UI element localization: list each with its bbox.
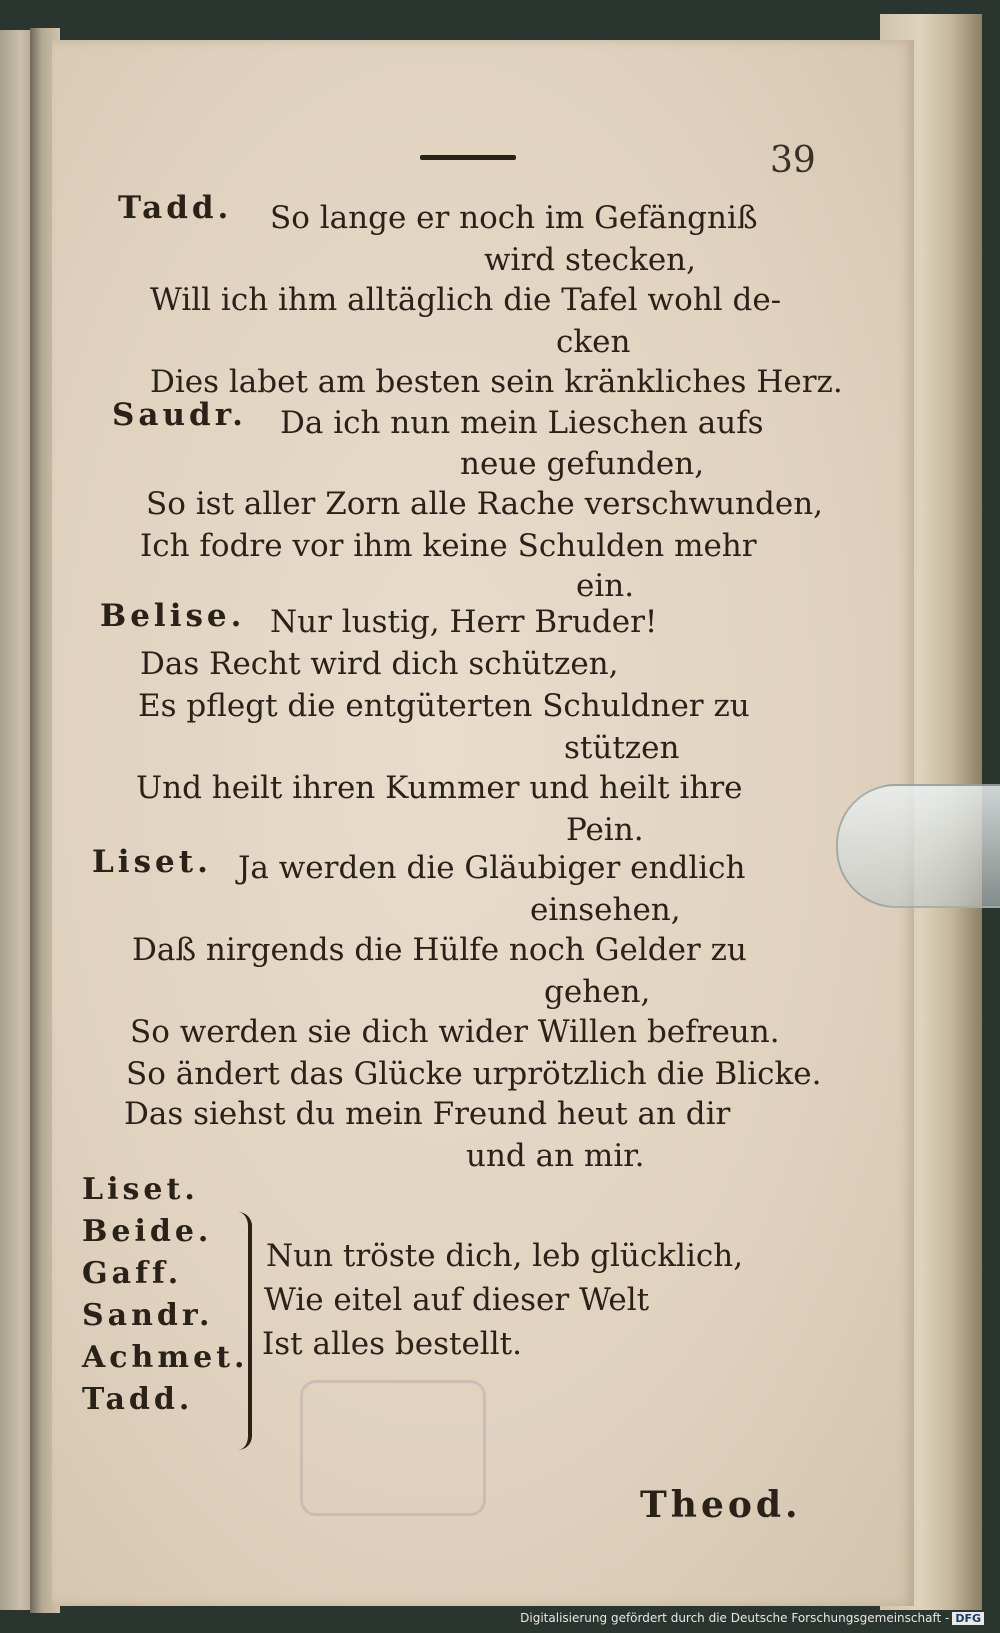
verse-line: Es pflegt die entgüterten Schuldner zu <box>138 688 750 724</box>
verse-line: Pein. <box>566 812 644 848</box>
verse-line: So werden sie dich wider Willen befreun. <box>130 1014 780 1050</box>
page-number: 39 <box>770 140 816 181</box>
facing-page-edge <box>0 30 34 1610</box>
chorus-line: Ist alles bestellt. <box>262 1326 522 1362</box>
chorus-line: Nun tröste dich, leb glücklich, <box>266 1238 744 1274</box>
verse-line: Will ich ihm alltäglich die Tafel wohl de- <box>150 282 782 318</box>
credit-text: Digitalisierung gefördert durch die Deutsche Forschungsgemeinschaft - <box>520 1611 950 1625</box>
chorus-speaker: Sandr. <box>82 1298 214 1333</box>
chorus-line: Wie eitel auf dieser Welt <box>264 1282 650 1318</box>
verse-line: Und heilt ihren Kummer und heilt ihre <box>136 770 743 806</box>
verse-line: So lange er noch im Gefängniß <box>270 200 758 236</box>
chorus-brace <box>226 1212 252 1450</box>
library-stamp <box>300 1380 486 1516</box>
verse-line: Da ich nun mein Lieschen aufs <box>280 405 764 441</box>
verse-line: Das Recht wird dich schützen, <box>140 646 619 682</box>
verse-line: einsehen, <box>530 892 681 928</box>
verse-line: So ist aller Zorn alle Rache verschwunden, <box>146 486 824 522</box>
verse-line: ein. <box>576 568 635 604</box>
verse-line: cken <box>556 324 631 360</box>
verse-line: Ich fodre vor ihm keine Schulden mehr <box>140 528 757 564</box>
speaker-label: Saudr. <box>112 397 247 433</box>
chorus-speaker: Achmet. <box>82 1340 249 1375</box>
verse-line: stützen <box>564 730 680 766</box>
header-rule <box>420 155 516 160</box>
catchword: Theod. <box>640 1484 802 1526</box>
chorus-speaker: Beide. <box>82 1214 213 1249</box>
speaker-label: Liset. <box>92 844 212 880</box>
chorus-speaker: Liset. <box>82 1172 199 1207</box>
verse-line: Nur lustig, Herr Bruder! <box>270 604 658 640</box>
chorus-speaker: Gaff. <box>82 1256 183 1291</box>
verse-line: Das siehst du mein Freund heut an dir <box>124 1096 731 1132</box>
verse-line: gehen, <box>544 974 651 1010</box>
digitization-credit <box>520 1611 984 1625</box>
verse-line: Daß nirgends die Hülfe noch Gelder zu <box>132 932 747 968</box>
verse-line: wird stecken, <box>484 242 696 278</box>
speaker-label: Tadd. <box>118 190 233 226</box>
verse-line: neue gefunden, <box>460 446 705 482</box>
page-clip <box>836 784 1000 908</box>
verse-line: So ändert das Glücke urprötzlich die Blicke. <box>126 1056 822 1092</box>
chorus-speaker: Tadd. <box>82 1382 194 1417</box>
speaker-label: Belise. <box>100 598 246 634</box>
dfg-logo: DFG <box>952 1612 984 1625</box>
verse-line: Ja werden die Gläubiger endlich <box>238 850 746 886</box>
verse-line: Dies labet am besten sein kränkliches Herz. <box>150 364 843 400</box>
verse-line: und an mir. <box>466 1138 645 1174</box>
